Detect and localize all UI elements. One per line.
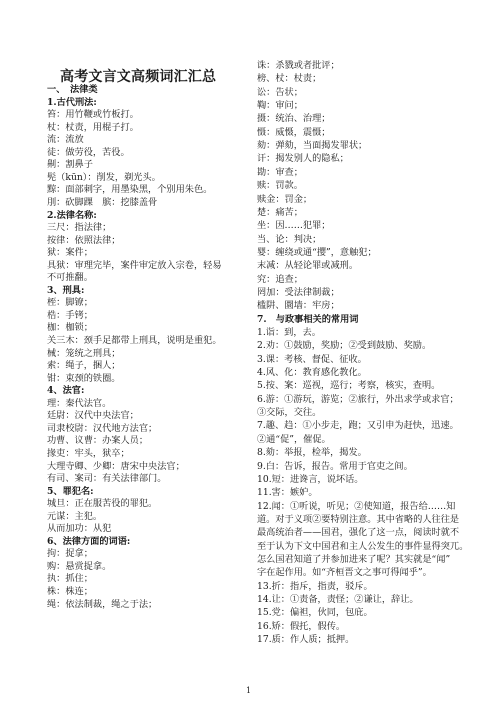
text-line: 字在起作用。如“齐桓晋文之事可得闻乎”。: [257, 567, 432, 579]
text-line: 勘：审查；: [257, 166, 303, 178]
text-line: 索：绳子，捆人；: [47, 360, 121, 372]
text-line: 究：追查；: [257, 273, 303, 285]
text-line: 16.矫：假托，假传。: [257, 620, 346, 632]
text-line: 杖：杖责，用棍子打。: [47, 121, 139, 133]
text-line: 钳：束颈的铁圈。: [47, 372, 121, 384]
text-line: 不可推翻。: [47, 272, 93, 284]
text-line: 关三木：颈手足都带上刑具，说明是重犯。: [47, 335, 222, 346]
text-line: 理：秦代法官。: [47, 397, 112, 409]
text-line: 4.风、化：教育感化教化。: [257, 367, 367, 379]
page-title: 高考文言文高频词汇汇总: [60, 69, 217, 85]
section-heading: 一、 法律类: [47, 84, 98, 95]
text-line: 7.趣、趋：①小步走，跑；又引申为赶快，迅速。: [257, 420, 459, 432]
text-line: 黥：面部刺字，用墨染黑，个别用朱色。: [47, 184, 213, 196]
text-line: 大理寺卿、少卿：唐宋中央法官；: [47, 460, 185, 472]
text-line: 械：笼统之刑具；: [47, 347, 121, 359]
text-line: 8.劾：举报，检举，揭发。: [257, 447, 367, 459]
text-line: 徒：做劳役，苦役。: [47, 146, 130, 158]
text-line: 槛阱、圜墙：牢房；: [257, 300, 340, 312]
text-line: 怎么国君知道了并参加进来了呢？其实就是“闻”: [257, 553, 451, 565]
text-line: 摄：统治、治理；: [257, 113, 331, 125]
text-line: 讦：揭发别人的隐私；: [257, 153, 349, 165]
text-line: 劓：割鼻子: [47, 159, 93, 171]
text-line: 5.按、案：巡视，巡行；考察，核实，查明。: [257, 380, 441, 392]
text-line: 讼：告状；: [257, 86, 303, 98]
text-line: 笞：用竹鞭或竹板打。: [47, 109, 139, 121]
section-heading: 3、刑具:: [47, 284, 85, 296]
text-line: 道。对于义项②要特别注意。其中省略的人往往是: [257, 513, 460, 525]
text-line: 流：流放: [47, 134, 84, 146]
text-line: 至于认为下文中国君和主人公发生的事件显得突兀。: [257, 540, 469, 552]
text-line: 6.游：①游玩，游览；②旅行，外出求学或求官；: [257, 393, 459, 405]
text-line: 13.折：指斥，指责，驳斥。: [257, 580, 373, 592]
text-line: 执：抓住；: [47, 573, 93, 585]
text-line: ③交际，交往。: [257, 407, 322, 419]
text-line: 株：株连；: [47, 586, 93, 597]
text-line: 最高统治者——国君，强化了这一点，阅读时就不: [257, 527, 460, 539]
text-line: 赎：罚款。: [257, 180, 303, 192]
text-line: 司隶校尉：汉代地方法官；: [47, 422, 158, 434]
text-line: 末减：从轻论罪或减刑。: [257, 260, 359, 272]
text-line: 罔加：受法律制裁；: [257, 286, 340, 298]
text-line: 桎：脚镣；: [47, 297, 93, 309]
text-line: 梏：手铐；: [47, 309, 93, 321]
text-line: 按律：依照法律；: [47, 234, 121, 246]
text-line: 当、论：判决；: [257, 233, 322, 245]
text-line: 10.短：进谗言，说坏话。: [257, 473, 364, 485]
text-line: 绳：依法制裁，绳之于法；: [47, 598, 158, 610]
section-heading: 1.古代刑法:: [47, 96, 97, 108]
text-line: 赎金：罚金；: [257, 193, 313, 205]
text-line: 三尺：指法律；: [47, 222, 112, 234]
text-line: 购：悬赏捉拿。: [47, 560, 112, 572]
text-line: 具狱：审理完毕，案件审定放入宗卷，轻易: [47, 259, 222, 271]
section-heading: 2.法律名称:: [47, 209, 97, 221]
section-heading: 6、法律方面的词语:: [47, 535, 131, 547]
text-line: 劾：弹劾，当面揭发罪状；: [257, 140, 368, 152]
text-line: 3.课：考核、督促、征收。: [257, 353, 367, 365]
text-line: 诛：杀戮或者批评；: [257, 60, 340, 71]
text-line: 拘：捉拿；: [47, 548, 93, 560]
section-heading: 5、罪犯名:: [47, 485, 94, 497]
text-line: 婴：缠绕或通“撄”，意触犯；: [257, 246, 377, 258]
text-line: 掾吏：牢头，狱卒；: [47, 447, 130, 459]
text-line: 功曹、议曹：办案人员；: [47, 435, 149, 447]
text-line: 15.党：偏袒，伙同，包庇。: [257, 607, 373, 619]
text-line: 17.质：作人质；抵押。: [257, 634, 355, 646]
page-number: 1: [246, 686, 252, 695]
text-line: 城旦：正在服苦役的罪犯。: [47, 498, 158, 510]
text-line: 有司、案司：有关法律部门。: [47, 473, 167, 485]
text-line: 慑：威慑，震慑；: [257, 126, 331, 138]
text-line: 9.白：告诉，报告。常用于官吏之间。: [257, 460, 413, 472]
text-line: 刖：砍脚踝 膑：挖膝盖骨: [47, 196, 158, 208]
text-line: 12.闻：①听说，听见；②使知道，报告给……知: [257, 500, 456, 512]
text-line: 榜、杖：杖责；: [257, 73, 322, 85]
text-line: 从而加功：从犯: [47, 523, 112, 535]
text-line: ②通“促”，催促。: [257, 433, 331, 445]
section-heading: 4、法官:: [47, 385, 85, 397]
text-line: 廷尉：汉代中央法官；: [47, 410, 139, 422]
text-line: 1.诣：到，去。: [257, 327, 321, 338]
text-line: 楚：痛苦；: [257, 206, 303, 218]
text-line: 元谋：主犯。: [47, 510, 103, 522]
section-heading: 7. 与政事相关的常用词: [257, 313, 359, 325]
text-line: 枷：枷锁；: [47, 322, 93, 334]
text-line: 髡（kūn）：削发，剃光头。: [47, 171, 161, 183]
text-line: 坐：因……犯罪；: [257, 220, 331, 232]
text-line: 2.劝：①鼓励，奖励；②受到鼓励、奖励。: [257, 340, 432, 352]
text-line: 11.害：嫉妒。: [257, 487, 318, 499]
text-line: 鞫：审问；: [257, 100, 303, 112]
text-line: 14.让：①责备，责怪；②谦让，辞让。: [257, 594, 419, 605]
text-line: 狱：案件；: [47, 247, 93, 259]
